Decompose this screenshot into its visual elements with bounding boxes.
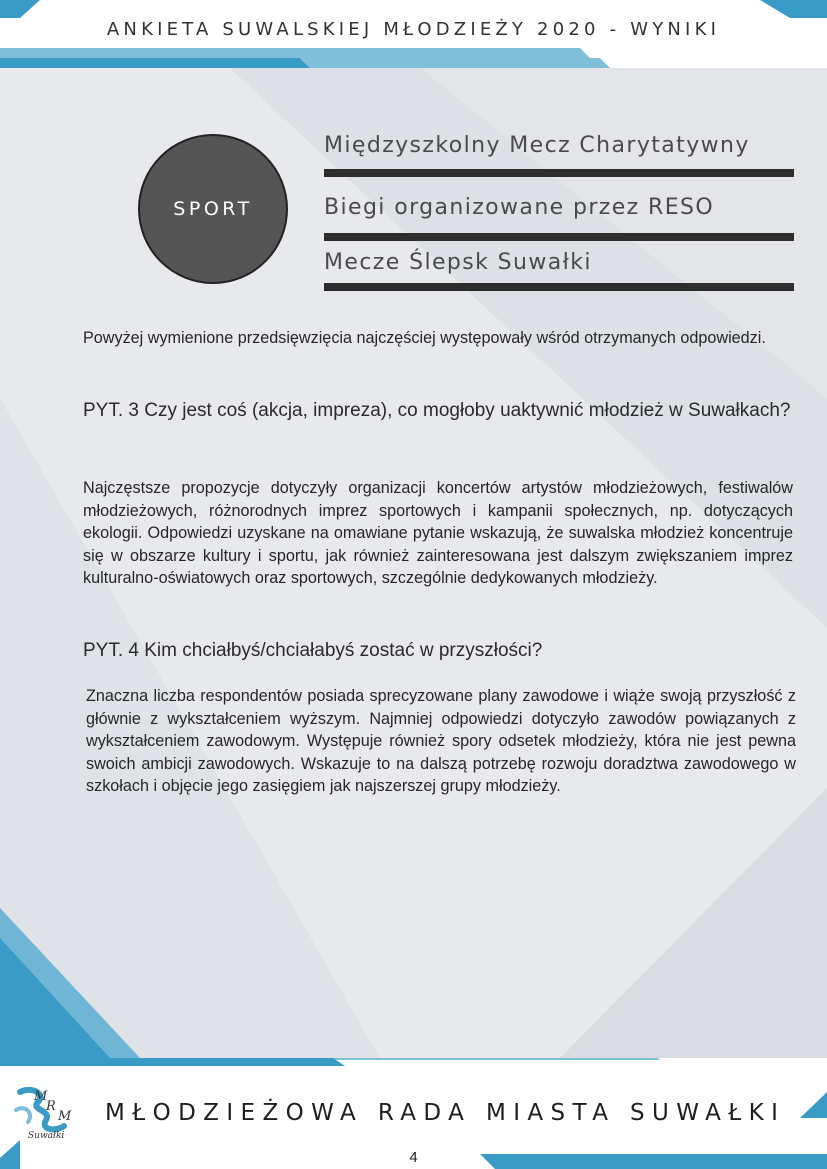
svg-text:R: R bbox=[46, 1099, 56, 1114]
page-header bbox=[0, 0, 827, 68]
intro-paragraph: Powyżej wymienione przedsięwzięcia najczęściej występowały wśród otrzymanych odpowiedzi. bbox=[83, 329, 766, 347]
footer-organization-name: MŁODZIEŻOWA RADA MIASTA SUWAŁKI bbox=[105, 1100, 786, 1126]
svg-text:M: M bbox=[34, 1089, 48, 1104]
question-3-heading: PYT. 3 Czy jest coś (akcja, impreza), co mogłoby uaktywnić młodzież w Suwałkach? bbox=[83, 400, 791, 421]
event-item-3: Mecze Ślepsk Suwałki bbox=[324, 250, 592, 275]
sport-circle bbox=[138, 134, 288, 284]
event-divider-1 bbox=[324, 169, 794, 177]
sport-circle-label: SPORT bbox=[173, 198, 253, 220]
question-3-answer: Najczęstsze propozycje dotyczyły organizacji koncertów artystów młodzieżowych, festiwalów młodzieżowych, różnorodnych imprez sportowych i kampanii społecznych, np. dotyczących ekologii. Odpowiedzi uzyskane na omawiane pytanie wskazują, że suwalska młodzież koncentruje się w obszarze kultury i sportu, jak również zainteresowana jest dalszym zwiększaniem imprez kulturalno-oświatowych oraz sportowych, szczególnie dedykowanych młodzieży. bbox=[83, 479, 793, 587]
page-number: 4 bbox=[409, 1149, 418, 1166]
svg-text:Suwałki: Suwałki bbox=[28, 1131, 65, 1141]
question-4-answer: Znaczna liczba respondentów posiada sprecyzowane plany zawodowe i wiąże swoją przyszłość z głównie z wykształceniem wyższym. Najmniej odpowiedzi dotyczyło zawodów powiązanych z wykształceniem zawodowym. Występuje również spory odsetek młodzieży, która nie jest pewna swoich ambicji zawodowych. Wskazuje to na dalszą potrzebę rozwoju doradztwa zawodowego w szkołach i objęcie jego zasięgiem jak najszerszej grupy młodzieży. bbox=[86, 687, 796, 795]
event-item-2: Biegi organizowane przez RESO bbox=[324, 195, 715, 220]
event-divider-2 bbox=[324, 233, 794, 241]
svg-text:M: M bbox=[58, 1109, 72, 1124]
mrm-logo bbox=[12, 1080, 82, 1142]
document-title: ANKIETA SUWALSKIEJ MŁODZIEŻY 2020 - WYNIKI bbox=[106, 19, 721, 40]
event-item-1: Międzyszkolny Mecz Charytatywny bbox=[324, 133, 750, 158]
question-4-heading: PYT. 4 Kim chciałbyś/chciałabyś zostać w przyszłości? bbox=[83, 640, 543, 661]
event-divider-3 bbox=[324, 283, 794, 291]
